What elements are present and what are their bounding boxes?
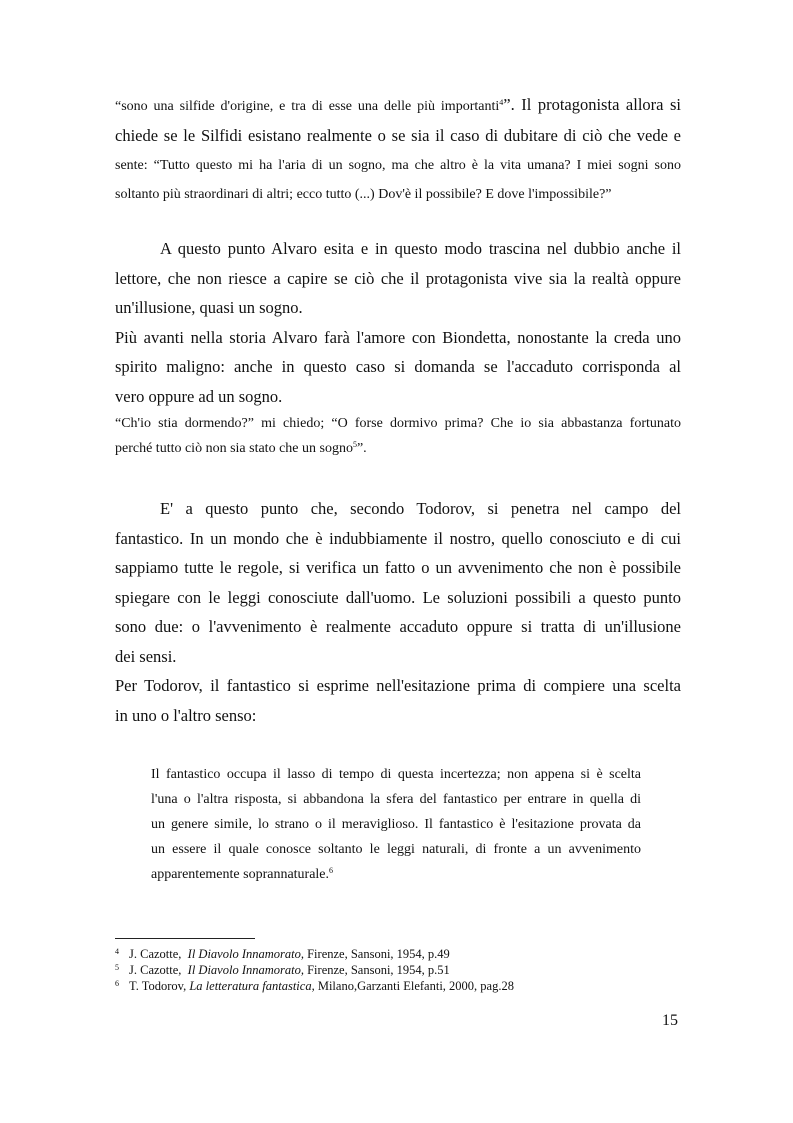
footnote-separator	[115, 938, 255, 939]
text-line: lettore, che non riesce a capire se ciò che il protagonista vive sia la realtà oppure	[115, 268, 681, 288]
page-number: 15	[662, 1012, 678, 1029]
text-line: fantastico. In un mondo che è indubbiamente il nostro, quello conosciuto e di cui	[115, 528, 681, 548]
footnote-ref-4[interactable]: 4	[499, 98, 504, 107]
text-line: soltanto più straordinari di altri; ecco tutto (...) Dov'è il possibile? E dove l'impossibile?”	[115, 186, 612, 202]
footnote-5: 5 J. Cazotte, Il Diavolo Innamorato, Firenze, Sansoni, 1954, p.51	[115, 963, 450, 977]
footnote-6: 6 T. Todorov, La letteratura fantastica, Milano,Garzanti Elefanti, 2000, pag.28	[115, 979, 514, 993]
quote-line: Il fantastico occupa il lasso di tempo di questa incertezza; non appena si è scelta	[151, 767, 641, 782]
footnote-4: 4 J. Cazotte, Il Diavolo Innamorato, Firenze, Sansoni, 1954, p.49	[115, 947, 450, 961]
footnote-ref-5[interactable]: 5	[352, 440, 357, 449]
quote-line: apparentemente soprannaturale.$^6$	[151, 866, 334, 882]
text-line: un'illusione, quasi un sogno.	[115, 298, 303, 317]
text-line: “Ch'io stia dormendo?” mi chiedo; “O forse dormivo prima? Che io sia abbastanza fortunato	[115, 416, 681, 431]
text-line: sente: “Tutto questo mi ha l'aria di un sogno, ma che altro è la vita umana? I miei sogni sono	[115, 157, 681, 173]
quote-line: l'una o l'altra risposta, si abbandona la sfera del fantastico per entrare in quella di	[151, 792, 641, 807]
text-line: E' a questo punto che, secondo Todorov, si penetra nel campo del	[160, 499, 681, 518]
text-line: dei sensi.	[115, 646, 177, 666]
text-line: A questo punto Alvaro esita e in questo modo trascina nel dubbio anche il	[160, 239, 681, 258]
quote-line: un genere simile, lo strano o il meraviglioso. Il fantastico è l'esitazione provata da	[151, 817, 641, 832]
paragraph-1	[115, 90, 681, 209]
text-line: spirito maligno: anche in questo caso si domanda se l'accaduto corrisponda al	[115, 357, 681, 376]
paragraph-3	[115, 494, 681, 730]
text-line: sono due: o l'avvenimento è realmente accaduto oppure si tratta di un'illusione	[115, 617, 681, 636]
text-line: chiede se le Silfidi esistano realmente o se sia il caso di dubitare di ciò che vede e	[115, 126, 681, 145]
quote-line: un essere il quale conosce soltanto le leggi naturali, di fronte a un avvenimento	[151, 842, 641, 857]
text-line: vero oppure ad un sogno.	[115, 386, 283, 406]
text-line: spiegare con le leggi conosciute dall'uomo. Le soluzioni possibili a questo punto	[115, 587, 681, 607]
text-line: perché tutto ciò non sia stato che un sogno$^5$”.	[115, 440, 367, 456]
paragraph-2	[115, 234, 681, 461]
text-line: Per Todorov, il fantastico si esprime nell'esitazione prima di compiere una scelta	[115, 676, 681, 695]
text-line: Più avanti nella storia Alvaro farà l'amore con Biondetta, nonostante la creda uno	[115, 327, 681, 347]
footnote-ref-6[interactable]: 6	[329, 866, 334, 875]
text-line: in uno o l'altro senso:	[115, 705, 257, 725]
text-line: sappiamo tutte le regole, si verifica un fatto o un avvenimento che non è possibile	[115, 558, 681, 577]
text-line: “sono una silfide d'origine, e tra di esse una delle più importanti$^4$”. Il protagonista allora si	[115, 95, 681, 114]
block-quote	[151, 762, 641, 887]
